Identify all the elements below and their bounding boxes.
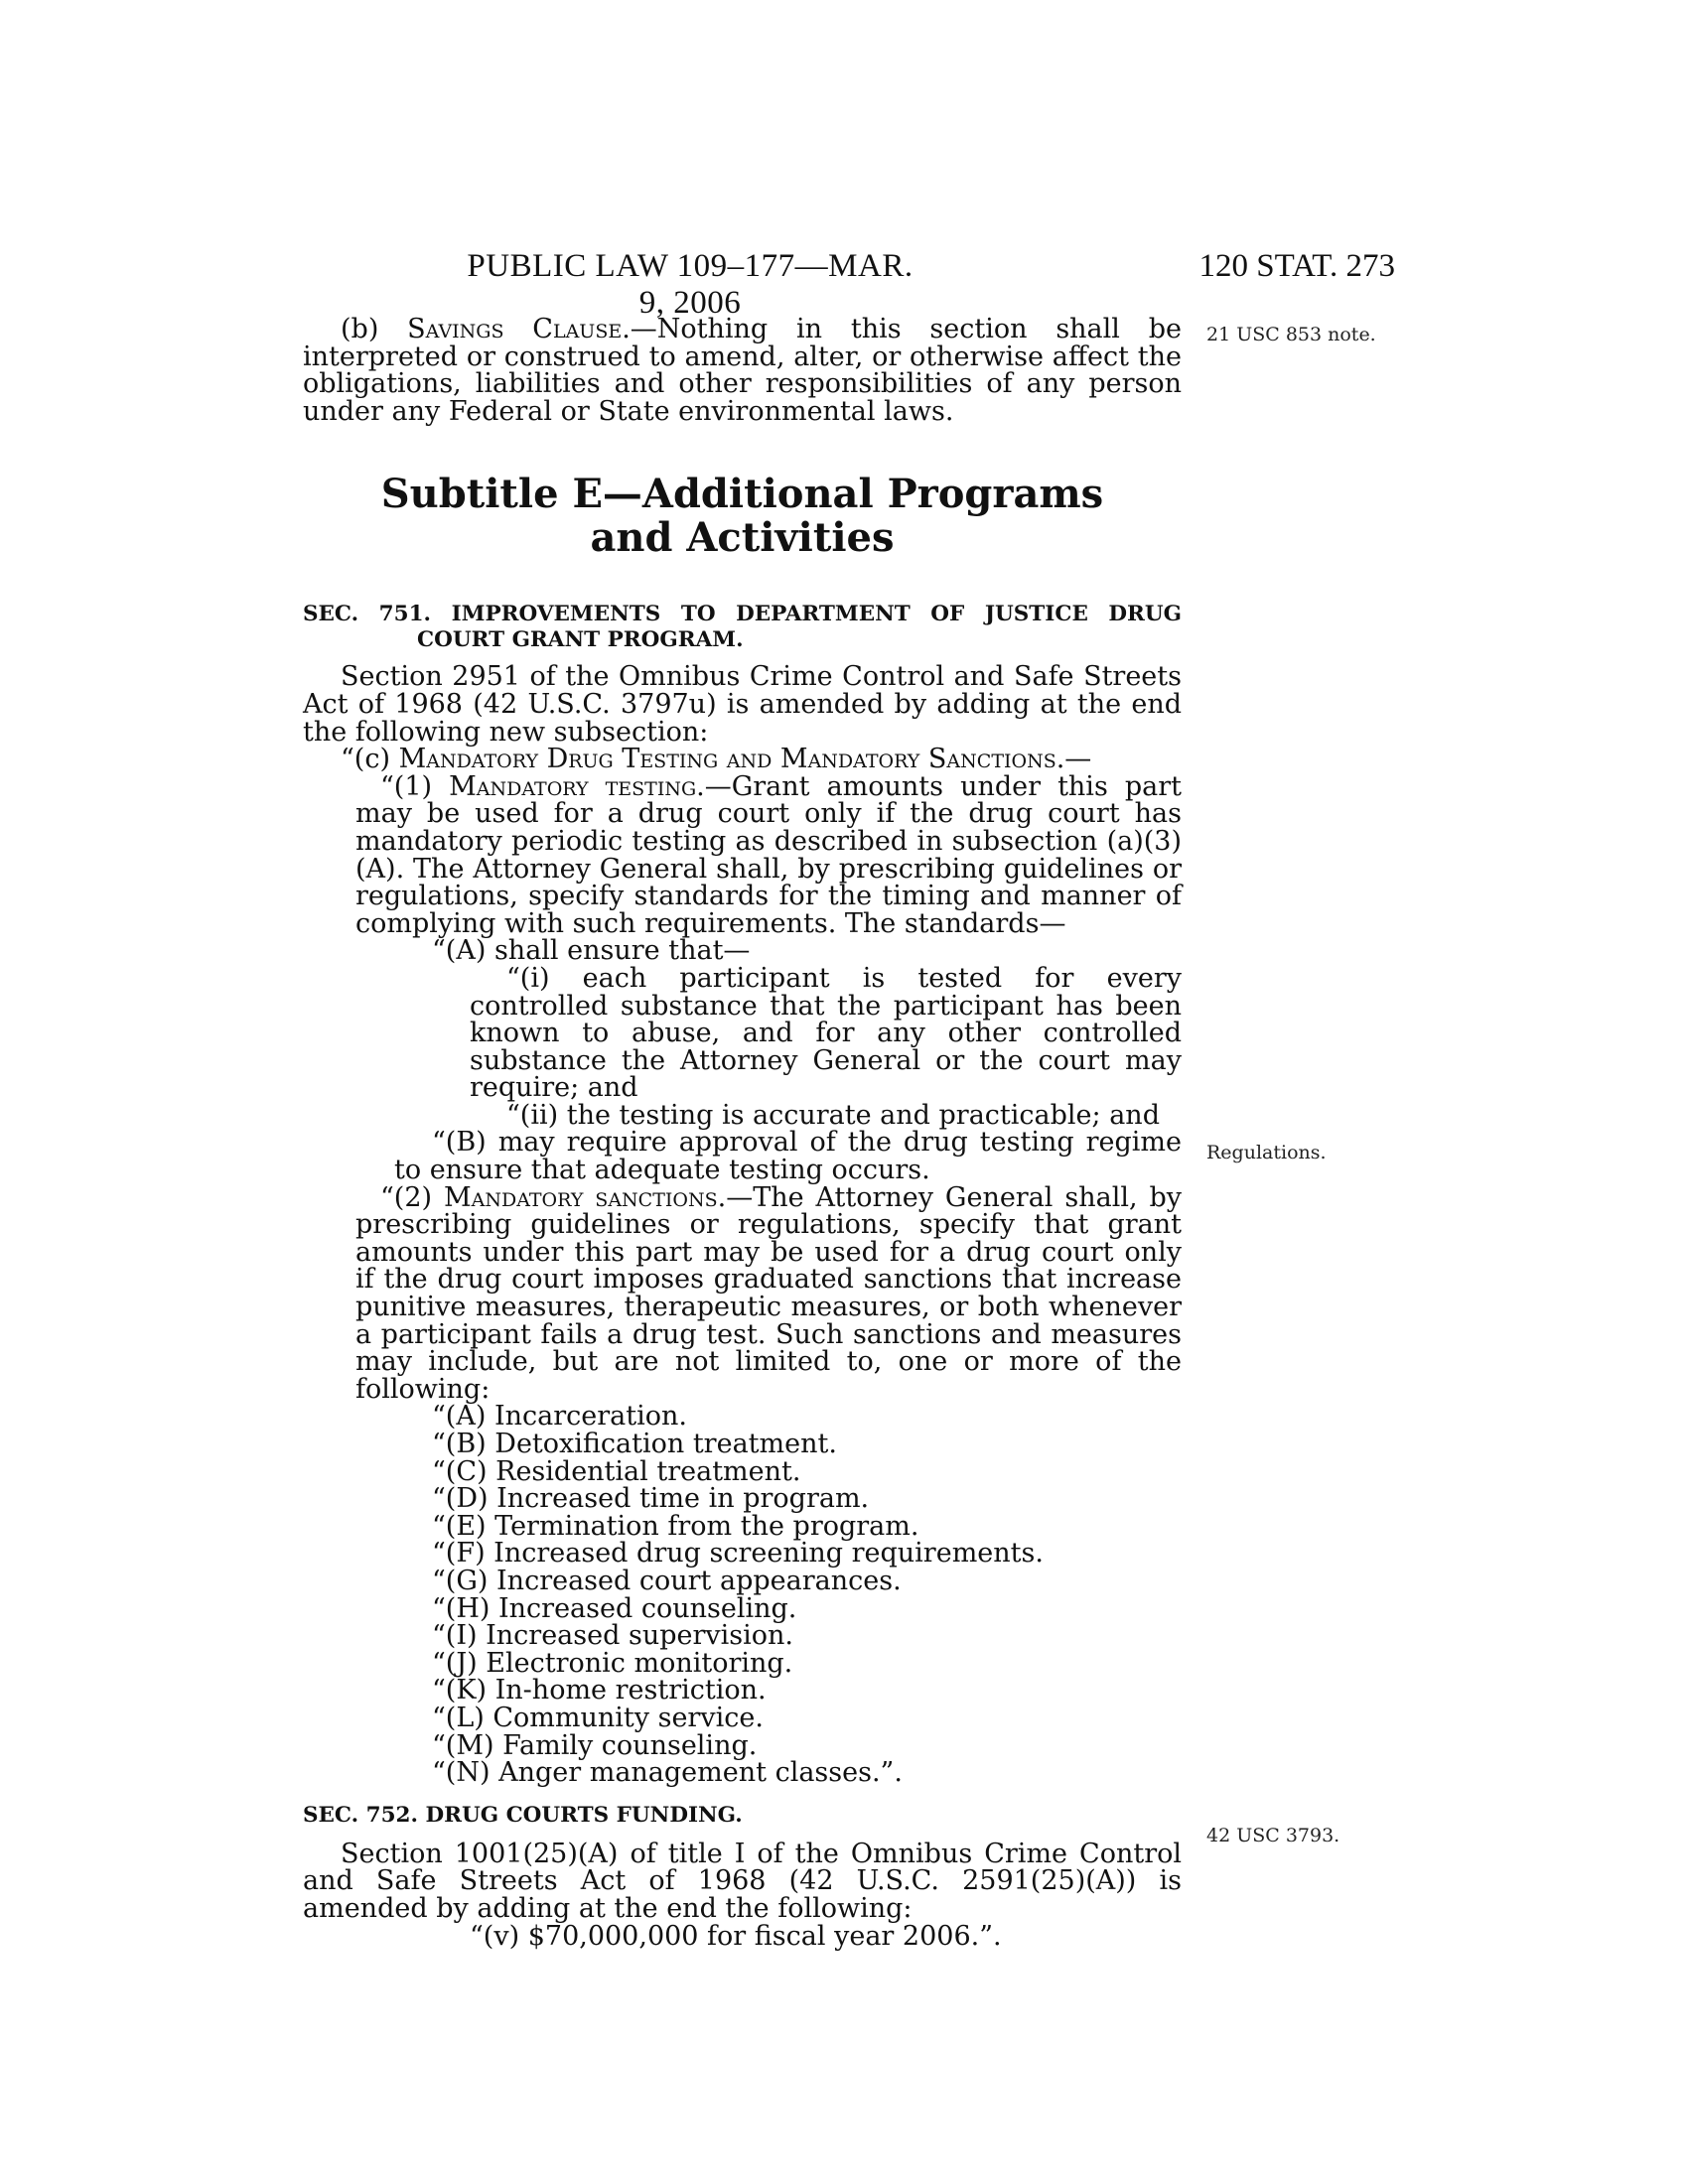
savings-clause-label: Savings Clause (407, 314, 623, 344)
paragraph-2-mandatory-sanctions (303, 1181, 1182, 1405)
list-item: “(G) Increased court appearances. (432, 1565, 902, 1596)
savings-clause-text: .—Nothing in this section shall be interpreted or construed to amend, alter, or otherwise affect the obligations, liabilities and other responsibilities of any person under any Federal or State environmental laws. (303, 314, 1183, 427)
list-item: “(N) Anger management classes.”. (432, 1757, 903, 1789)
clause-b: “(B) may require approval of the drug testing regime to ensure that adequate testing occurs. (394, 1127, 1182, 1186)
clause-a-ii: “(ii) the testing is accurate and practicable; and (506, 1099, 1160, 1131)
list-item: “(J) Electronic monitoring. (432, 1647, 793, 1679)
list-item: “(E) Termination from the program. (432, 1510, 919, 1542)
header-title: PUBLIC LAW 109–177—MAR. 9, 2006 (467, 248, 914, 321)
paragraph-2-lead: “(2) (380, 1181, 444, 1213)
paragraph-1-text: .—Grant amounts under this part may be used for a drug court only if the drug court has mandatory periodic testing as described in subsection (a)(3)(A). The Attorney General shall, by prescribing guidelines or regulations, specify standards for the timing and manner of complying with such requirements. The standards— (355, 770, 1182, 939)
section-751-heading: SEC. 751. IMPROVEMENTS TO DEPARTMENT OF JUSTICE DRUG COURT GRANT PROGRAM. (303, 602, 1182, 653)
savings-clause-paragraph (303, 316, 1182, 425)
paragraph-1-lead: “(1) (380, 770, 450, 802)
subsection-c-label: Mandatory Drug Testing and Mandatory Sanctions (398, 744, 1056, 775)
subtitle-heading: Subtitle E—Additional Programs and Activities (380, 471, 1104, 562)
clause-a: “(A) shall ensure that— (432, 935, 751, 967)
list-item: “(A) Incarceration. (432, 1401, 687, 1433)
list-item: “(F) Increased drug screening requirements. (432, 1538, 1044, 1570)
clause-a-i: “(i) each participant is tested for every controlled substance that the participant has been known to abuse, and for any other controlled substance the Attorney General or the court may require; and (470, 962, 1182, 1104)
paragraph-1-label: Mandatory testing (449, 770, 697, 802)
list-item: “(M) Family counseling. (432, 1729, 758, 1761)
paragraph-2-label: Mandatory sanctions (443, 1181, 718, 1213)
document-body (303, 316, 1182, 1950)
list-item: “(B) Detoxification treatment. (432, 1429, 837, 1459)
section-751-intro: Section 2951 of the Omnibus Crime Control and Safe Streets Act of 1968 (42 U.S.C. 3797u) is amended by adding at the end the following new subsection: (303, 661, 1182, 748)
list-item: “(D) Increased time in program. (432, 1483, 870, 1515)
subsection-c-heading (303, 746, 1182, 773)
subsection-c-tail: .— (1055, 744, 1092, 775)
list-item: “(C) Residential treatment. (432, 1455, 801, 1487)
savings-clause-lead: (b) (341, 314, 408, 344)
section-752-heading: SEC. 752. DRUG COURTS FUNDING. (303, 1802, 743, 1828)
section-752-text: Section 1001(25)(A) of title I of the Omnibus Crime Control and Safe Streets Act of 1968 (42 U.S.C. 2591(25)(A)) is amended by adding at the end the following: (303, 1838, 1182, 1924)
subsection-c-lead: “(c) (341, 744, 399, 775)
list-item: “(H) Increased counseling. (432, 1592, 797, 1624)
paragraph-2-text: .—The Attorney General shall, by prescribing guidelines or regulations, specify that grant amounts under this part may be used for a drug court only if the drug court imposes graduated sanctions that increase punitive measures, therapeutic measures, or both whenever a participant fails a drug test. Such sanctions and measures may include, but are not limited to, one or more of the following: (355, 1181, 1182, 1405)
margin-note-usc-853: 21 USC 853 note. (1206, 324, 1376, 345)
margin-note-usc-3793: 42 USC 3793. (1206, 1825, 1340, 1846)
list-item: “(L) Community service. (432, 1702, 764, 1733)
page-header (303, 248, 1395, 321)
margin-note-regulations: Regulations. (1206, 1142, 1327, 1163)
sanctions-list (303, 1401, 1182, 1789)
header-stat-page: 120 STAT. 273 (1198, 248, 1395, 284)
list-item: “(K) In-home restriction. (432, 1675, 767, 1706)
list-item: “(I) Increased supervision. (432, 1620, 793, 1652)
paragraph-1-mandatory-testing (303, 770, 1182, 939)
section-752-item: “(v) $70,000,000 for fiscal year 2006.”. (470, 1920, 1002, 1952)
